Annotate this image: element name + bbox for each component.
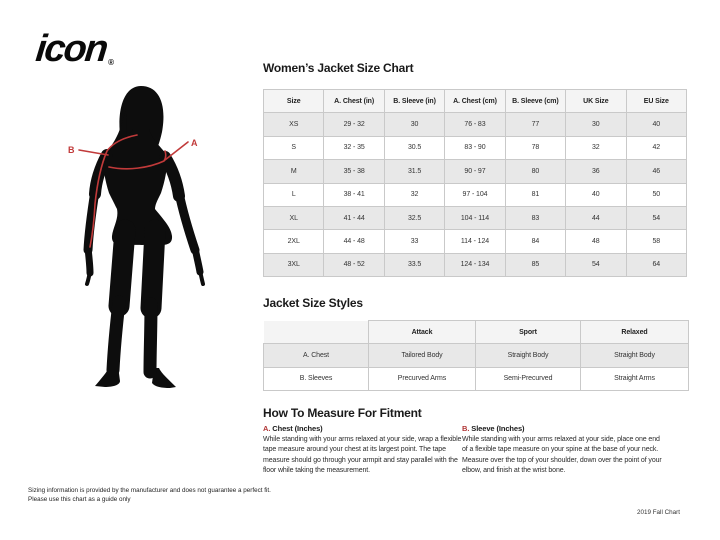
- table-cell: 77: [505, 113, 565, 136]
- table-row: [264, 183, 687, 206]
- table-cell: 38 - 41: [324, 183, 384, 206]
- table-cell: Semi-Precurved: [476, 367, 581, 390]
- table-cell: 78: [505, 136, 565, 159]
- table-row: [264, 160, 687, 183]
- sleeve-instruction-body: While standing with your arms relaxed at your side, place one end of a flexible tape measure on your spine at the base of your neck. Measure over the top of your shoulder, down over the point of your elbow, and finish at the wrist bone.: [462, 436, 662, 475]
- table-cell: 3XL: [264, 253, 324, 276]
- table-cell: 30: [566, 113, 626, 136]
- chart-version-label: 2019 Fall Chart: [636, 509, 680, 516]
- row-header-cell: A. Chest: [264, 344, 369, 367]
- chest-measure-instructions: [263, 424, 463, 477]
- table-cell: 48 - 52: [324, 253, 384, 276]
- table-cell: 29 - 32: [324, 113, 384, 136]
- table-row: [264, 344, 689, 367]
- column-header: UK Size: [566, 90, 626, 113]
- column-header: EU Size: [626, 90, 686, 113]
- table-row: [264, 367, 689, 390]
- disclaimer-line: Please use this chart as a guide only: [28, 495, 131, 503]
- style-chart-header-row: [264, 321, 689, 344]
- table-cell: 104 - 114: [445, 206, 505, 229]
- table-cell: 31.5: [384, 160, 444, 183]
- column-header: B. Sleeve (cm): [505, 90, 565, 113]
- measure-section-title: How To Measure For Fitment: [263, 406, 422, 420]
- column-header: Sport: [476, 321, 581, 344]
- table-cell: Straight Body: [476, 344, 581, 367]
- measurement-figure-illustration: [55, 80, 215, 400]
- table-cell: 64: [626, 253, 686, 276]
- table-cell: 114 - 124: [445, 230, 505, 253]
- table-cell: S: [264, 136, 324, 159]
- table-row: [264, 136, 687, 159]
- table-cell: 33: [384, 230, 444, 253]
- table-cell: 33.5: [384, 253, 444, 276]
- table-cell: 50: [626, 183, 686, 206]
- style-chart-title: Jacket Size Styles: [263, 296, 363, 310]
- sleeve-measure-instructions: [462, 424, 662, 477]
- table-cell: XS: [264, 113, 324, 136]
- table-cell: 58: [626, 230, 686, 253]
- table-cell: 35 - 38: [324, 160, 384, 183]
- row-header-cell: B. Sleeves: [264, 367, 369, 390]
- table-cell: 44: [566, 206, 626, 229]
- column-header: A. Chest (in): [324, 90, 384, 113]
- chest-instruction-heading: A. Chest (Inches): [263, 424, 323, 433]
- style-chart-table: [263, 320, 689, 391]
- size-chart-title: Women’s Jacket Size Chart: [263, 61, 414, 75]
- table-cell: 76 - 83: [445, 113, 505, 136]
- table-cell: 54: [566, 253, 626, 276]
- table-cell: 83: [505, 206, 565, 229]
- table-cell: 124 - 134: [445, 253, 505, 276]
- column-header: Relaxed: [581, 321, 689, 344]
- table-cell: 40: [626, 113, 686, 136]
- table-cell: 46: [626, 160, 686, 183]
- table-cell: Straight Arms: [581, 367, 689, 390]
- column-header: Attack: [369, 321, 476, 344]
- table-cell: 44 - 48: [324, 230, 384, 253]
- table-cell: Tailored Body: [369, 344, 476, 367]
- column-header: Size: [264, 90, 324, 113]
- sizing-disclaimer: [28, 487, 271, 504]
- icon-logo-text: icon: [33, 28, 109, 70]
- column-header: B. Sleeve (in): [384, 90, 444, 113]
- sleeve-instruction-heading: B. Sleeve (Inches): [462, 424, 525, 433]
- table-cell: XL: [264, 206, 324, 229]
- chest-instruction-body: While standing with your arms relaxed at your side, wrap a flexible tape measure around your chest at its largest point. The tape measure should go through your armpit and stay parallel with the floor while taking the measurement.: [263, 436, 462, 475]
- chest-label-pointer: [165, 142, 188, 160]
- table-cell: 32.5: [384, 206, 444, 229]
- table-cell: 97 - 104: [445, 183, 505, 206]
- table-cell: 40: [566, 183, 626, 206]
- table-cell: 48: [566, 230, 626, 253]
- chest-measurement-label: A: [191, 138, 198, 148]
- table-cell: 84: [505, 230, 565, 253]
- icon-brand-logo: [33, 28, 115, 71]
- table-cell: Precurved Arms: [369, 367, 476, 390]
- table-row: [264, 113, 687, 136]
- table-cell: L: [264, 183, 324, 206]
- table-cell: Straight Body: [581, 344, 689, 367]
- table-cell: 83 - 90: [445, 136, 505, 159]
- table-row: [264, 253, 687, 276]
- size-chart-header-row: [264, 90, 687, 113]
- table-cell: 81: [505, 183, 565, 206]
- table-cell: 30.5: [384, 136, 444, 159]
- sleeve-measurement-label: B: [68, 145, 75, 155]
- column-header: A. Chest (cm): [445, 90, 505, 113]
- table-cell: 32 - 35: [324, 136, 384, 159]
- table-cell: 2XL: [264, 230, 324, 253]
- disclaimer-line: Sizing information is provided by the manufacturer and does not guarantee a perfect fit.: [28, 487, 271, 494]
- size-chart-table: [263, 89, 687, 277]
- table-row: [264, 206, 687, 229]
- registered-trademark-mark: ®: [108, 58, 115, 67]
- table-cell: 42: [626, 136, 686, 159]
- table-cell: 54: [626, 206, 686, 229]
- table-row: [264, 230, 687, 253]
- table-cell: 41 - 44: [324, 206, 384, 229]
- table-cell: 80: [505, 160, 565, 183]
- table-cell: 90 - 97: [445, 160, 505, 183]
- table-cell: 32: [566, 136, 626, 159]
- table-cell: M: [264, 160, 324, 183]
- empty-header-cell: [264, 321, 369, 344]
- table-cell: 32: [384, 183, 444, 206]
- table-cell: 36: [566, 160, 626, 183]
- table-cell: 30: [384, 113, 444, 136]
- table-cell: 85: [505, 253, 565, 276]
